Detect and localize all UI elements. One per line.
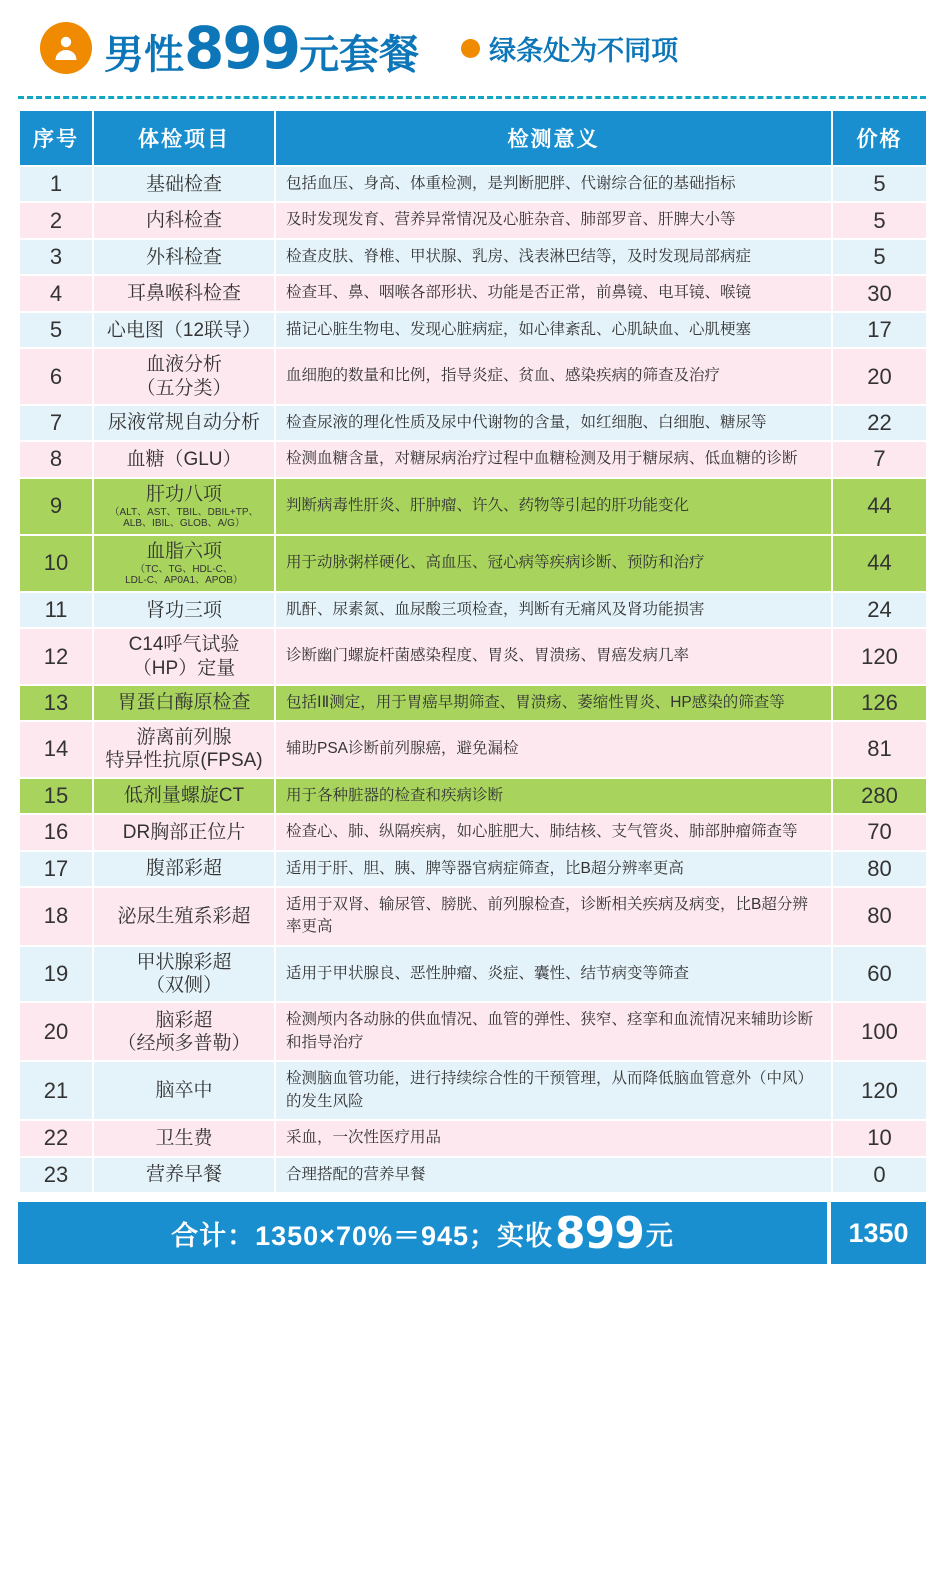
table-row [19, 721, 927, 777]
cell-meaning: 包括ⅠⅡ测定，用于胃癌早期筛查、胃溃疡、萎缩性胃炎、HP感染的筛查等 [275, 685, 832, 721]
table-row [19, 1002, 927, 1061]
cell-index: 21 [19, 1061, 93, 1120]
cell-meaning: 检测血糖含量，对糖尿病治疗过程中血糖检测及用于糖尿病、低血糖的诊断 [275, 441, 832, 477]
cell-index: 20 [19, 1002, 93, 1061]
cell-index: 2 [19, 202, 93, 238]
cell-meaning: 判断病毒性肝炎、肝肿瘤、许久、药物等引起的肝功能变化 [275, 478, 832, 535]
cell-index: 16 [19, 814, 93, 850]
cell-price: 280 [832, 778, 927, 814]
cell-price: 30 [832, 275, 927, 311]
cell-item: 泌尿生殖系彩超 [93, 887, 275, 946]
cell-meaning: 诊断幽门螺旋杆菌感染程度、胃炎、胃溃疡、胃癌发病几率 [275, 628, 832, 684]
cell-meaning: 检查皮肤、脊椎、甲状腺、乳房、浅表淋巴结等，及时发现局部病症 [275, 239, 832, 275]
cell-item: 肝功八项 （ALT、AST、TBIL、DBIL+TP、 ALB、IBIL、GLOB、A/G） [93, 478, 275, 535]
footer-prefix: 合计：1350×70%＝945；实收 [171, 1220, 554, 1251]
cell-meaning: 肌酐、尿素氮、血尿酸三项检查，判断有无痛风及肾功能损害 [275, 592, 832, 628]
table-row [19, 312, 927, 348]
table-row [19, 405, 927, 441]
cell-index: 6 [19, 348, 93, 404]
cell-item: 尿液常规自动分析 [93, 405, 275, 441]
header-note-text: 绿条处为不同项 [489, 35, 679, 66]
table-row [19, 628, 927, 684]
cell-meaning: 合理搭配的营养早餐 [275, 1157, 832, 1193]
cell-item: 外科检查 [93, 239, 275, 275]
cell-price: 60 [832, 946, 927, 1002]
cell-index: 10 [19, 535, 93, 592]
table-row [19, 202, 927, 238]
cell-item: 低剂量螺旋CT [93, 778, 275, 814]
title-amount: 899 [184, 14, 300, 82]
cell-item: 游离前列腺 特异性抗原(FPSA) [93, 721, 275, 777]
cell-meaning: 用于各种脏器的检查和疾病诊断 [275, 778, 832, 814]
footer-amount: 899 [555, 1207, 644, 1259]
table-row [19, 685, 927, 721]
column-header-meaning: 检测意义 [275, 110, 832, 166]
cell-price: 126 [832, 685, 927, 721]
cell-price: 10 [832, 1120, 927, 1156]
cell-index: 12 [19, 628, 93, 684]
cell-price: 120 [832, 1061, 927, 1120]
cell-item: 胃蛋白酶原检查 [93, 685, 275, 721]
cell-item: 甲状腺彩超 （双侧） [93, 946, 275, 1002]
cell-index: 13 [19, 685, 93, 721]
column-header-price: 价格 [832, 110, 927, 166]
column-header-index: 序号 [19, 110, 93, 166]
cell-index: 14 [19, 721, 93, 777]
cell-meaning: 采血，一次性医疗用品 [275, 1120, 832, 1156]
cell-item-subtext: （TC、TG、HDL-C、 LDL-C、AP0A1、APOB） [125, 563, 243, 587]
table-row [19, 814, 927, 850]
cell-price: 70 [832, 814, 927, 850]
table-body [19, 166, 927, 1193]
cell-meaning: 检查耳、鼻、咽喉各部形状、功能是否正常，前鼻镜、电耳镜、喉镜 [275, 275, 832, 311]
table-row [19, 778, 927, 814]
cell-index: 1 [19, 166, 93, 202]
cell-index: 4 [19, 275, 93, 311]
title-suffix: 元套餐 [299, 33, 420, 77]
cell-price: 5 [832, 202, 927, 238]
table-row [19, 166, 927, 202]
cell-price: 44 [832, 478, 927, 535]
cell-item: C14呼气试验 （HP）定量 [93, 628, 275, 684]
bullet-dot-icon [461, 39, 480, 58]
cell-index: 11 [19, 592, 93, 628]
title-prefix: 男性 [104, 33, 184, 77]
cell-meaning: 血细胞的数量和比例，指导炎症、贫血、感染疾病的筛查及治疗 [275, 348, 832, 404]
cell-price: 20 [832, 348, 927, 404]
cell-item: 心电图（12联导） [93, 312, 275, 348]
cell-price: 0 [832, 1157, 927, 1193]
cell-index: 18 [19, 887, 93, 946]
header [18, 0, 926, 99]
footer [18, 1202, 926, 1264]
cell-meaning: 适用于双肾、输尿管、膀胱、前列腺检查，诊断相关疾病及病变，比B超分辨率更高 [275, 887, 832, 946]
table-row [19, 478, 927, 535]
cell-price: 120 [832, 628, 927, 684]
cell-item: DR胸部正位片 [93, 814, 275, 850]
cell-item: 血糖（GLU） [93, 441, 275, 477]
cell-item: 脑卒中 [93, 1061, 275, 1120]
cell-item: 耳鼻喉科检查 [93, 275, 275, 311]
table-row [19, 887, 927, 946]
table-row [19, 946, 927, 1002]
cell-item: 内科检查 [93, 202, 275, 238]
table-row [19, 851, 927, 887]
footer-total: 1350 [831, 1202, 926, 1264]
cell-price: 24 [832, 592, 927, 628]
cell-item: 血脂六项 （TC、TG、HDL-C、 LDL-C、AP0A1、APOB） [93, 535, 275, 592]
cell-item: 腹部彩超 [93, 851, 275, 887]
cell-price: 100 [832, 1002, 927, 1061]
table-row [19, 1120, 927, 1156]
cell-price: 44 [832, 535, 927, 592]
cell-meaning: 检测颅内各动脉的供血情况、血管的弹性、狭窄、痉挛和血流情况来辅助诊断和指导治疗 [275, 1002, 832, 1061]
cell-meaning: 及时发现发育、营养异常情况及心脏杂音、肺部罗音、肝脾大小等 [275, 202, 832, 238]
header-note [461, 29, 678, 68]
package-table [18, 109, 928, 1194]
cell-index: 9 [19, 478, 93, 535]
cell-meaning: 检查心、肺、纵隔疾病，如心脏肥大、肺结核、支气管炎、肺部肿瘤筛查等 [275, 814, 832, 850]
page-title [104, 14, 420, 82]
table-row [19, 592, 927, 628]
table-row [19, 535, 927, 592]
footer-summary [18, 1202, 827, 1264]
cell-index: 3 [19, 239, 93, 275]
table-row [19, 348, 927, 404]
cell-price: 80 [832, 851, 927, 887]
table-header-row [19, 110, 927, 166]
cell-item-subtext: （ALT、AST、TBIL、DBIL+TP、 ALB、IBIL、GLOB、A/G） [109, 506, 259, 530]
cell-meaning: 适用于甲状腺良、恶性肿瘤、炎症、囊性、结节病变等筛查 [275, 946, 832, 1002]
cell-index: 8 [19, 441, 93, 477]
cell-price: 80 [832, 887, 927, 946]
cell-meaning: 描记心脏生物电、发现心脏病症，如心律紊乱、心肌缺血、心肌梗塞 [275, 312, 832, 348]
cell-price: 7 [832, 441, 927, 477]
cell-index: 23 [19, 1157, 93, 1193]
cell-meaning: 检查尿液的理化性质及尿中代谢物的含量，如红细胞、白细胞、糖尿等 [275, 405, 832, 441]
cell-index: 22 [19, 1120, 93, 1156]
table-row [19, 1157, 927, 1193]
footer-suffix: 元 [645, 1220, 674, 1251]
cell-price: 81 [832, 721, 927, 777]
cell-meaning: 检测脑血管功能，进行持续综合性的干预管理，从而降低脑血管意外（中风）的发生风险 [275, 1061, 832, 1120]
cell-meaning: 包括血压、身高、体重检测，是判断肥胖、代谢综合征的基础指标 [275, 166, 832, 202]
cell-price: 22 [832, 405, 927, 441]
table-row [19, 239, 927, 275]
cell-meaning: 适用于肝、胆、胰、脾等器官病症筛查，比B超分辨率更高 [275, 851, 832, 887]
cell-index: 19 [19, 946, 93, 1002]
table-row [19, 275, 927, 311]
cell-index: 7 [19, 405, 93, 441]
column-header-item: 体检项目 [93, 110, 275, 166]
cell-item: 血液分析 （五分类） [93, 348, 275, 404]
cell-price: 5 [832, 166, 927, 202]
cell-meaning: 辅助PSA诊断前列腺癌，避免漏检 [275, 721, 832, 777]
cell-item: 肾功三项 [93, 592, 275, 628]
cell-item: 基础检查 [93, 166, 275, 202]
cell-item: 卫生费 [93, 1120, 275, 1156]
cell-item: 脑彩超 （经颅多普勒） [93, 1002, 275, 1061]
table-row [19, 441, 927, 477]
table-row [19, 1061, 927, 1120]
cell-price: 5 [832, 239, 927, 275]
cell-index: 5 [19, 312, 93, 348]
cell-index: 15 [19, 778, 93, 814]
cell-price: 17 [832, 312, 927, 348]
cell-item: 营养早餐 [93, 1157, 275, 1193]
cell-index: 17 [19, 851, 93, 887]
person-icon [40, 22, 92, 74]
cell-meaning: 用于动脉粥样硬化、高血压、冠心病等疾病诊断、预防和治疗 [275, 535, 832, 592]
